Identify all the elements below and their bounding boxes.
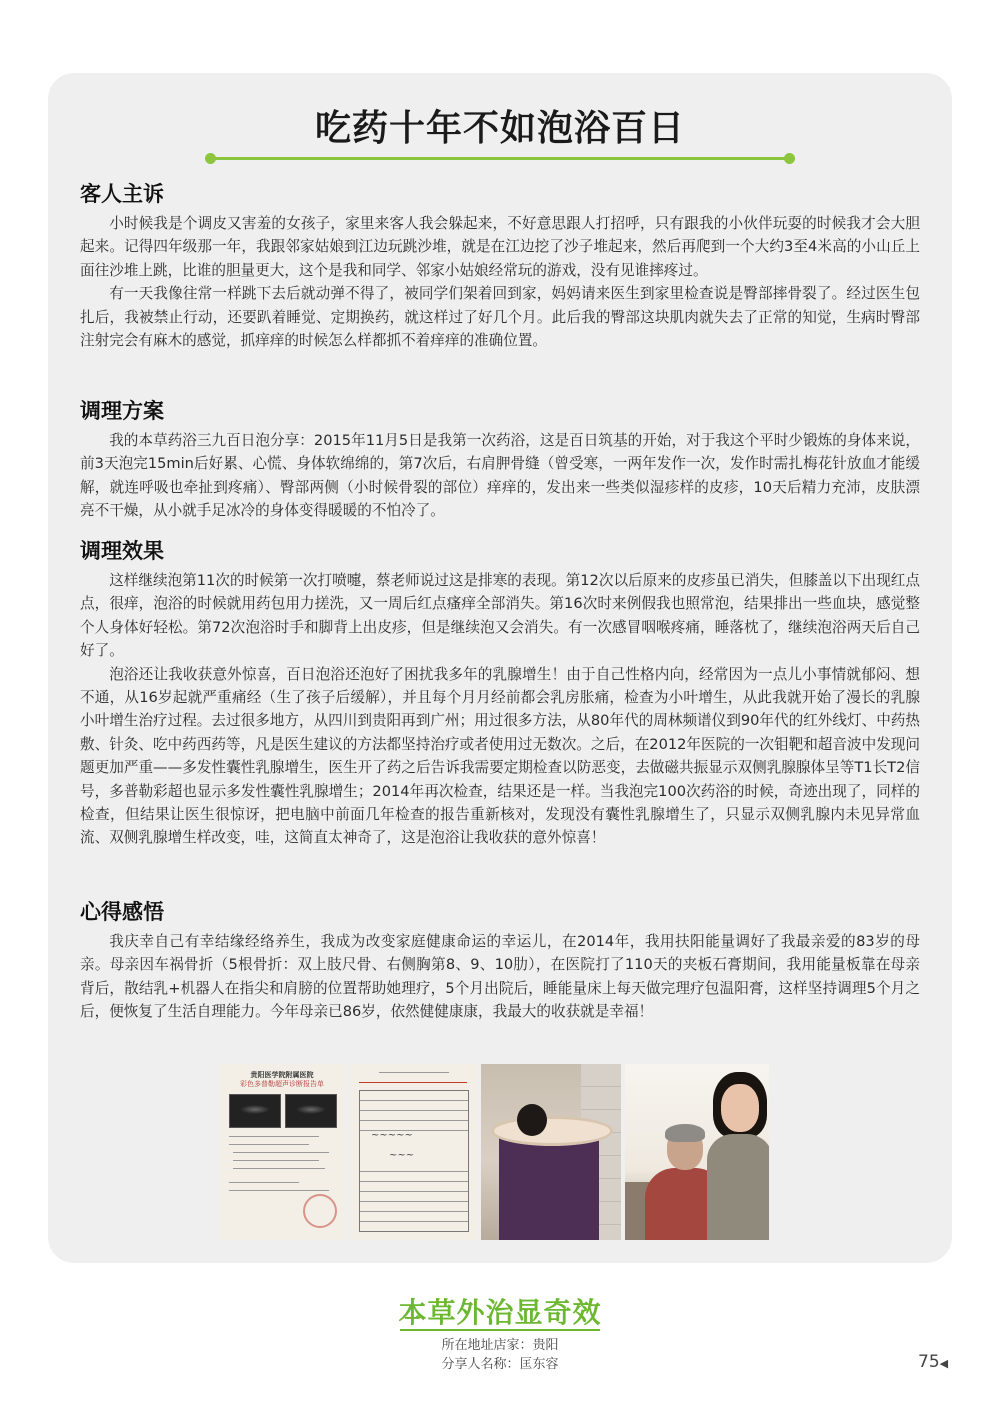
mother-daughter-photo — [625, 1064, 769, 1240]
brand-underline — [400, 1329, 600, 1331]
article-title: 吃药十年不如泡浴百日 — [314, 108, 685, 149]
handwriting-mark: ~~~~~ — [371, 1130, 413, 1141]
paragraph: 泡浴还让我收获意外惊喜，百日泡浴还泡好了困扰我多年的乳腺增生！由于自己性格内向，经常因为一点儿小事情就郁闷、想不通，从16岁起就严重痛经（生了孩子后缓解），并且每个月月经前都会乳房胀痛，检查为小叶增生，从此我就开始了漫长的乳腺小叶增生治疗过程。去过很多地方，从四川到贵阳再到广州；用过很多方法，从80年代的周林频谱仪到90年代的红外线灯、中药热敷、针灸、吃中药西药等，凡是医生建议的方法都坚持治疗或者使用过无数次。之后，在2012年医院的一次钼靶和超音波中发现问题更加严重——多发性囊性乳腺增生，医生开了药之后告诉我需要定期检查以防恶变，去做磁共振显示双侧乳腺腺体呈等T1长T2信号，多普勒彩超也显示多发性囊性乳腺增生；2014年再次检查，结果还是一样。当我泡完100次药浴的时候，奇迹出现了，同样的检查，但结果让医生很惊讶，把电脑中前面几年检查的报告重新核对，发现没有囊性乳腺增生了，只显示双侧乳腺内未见异常血流、双侧乳腺增生样改变，哇，这简直太神奇了，这是泡浴让我收获的意外惊喜！ — [80, 665, 920, 847]
ultrasound-image — [285, 1094, 337, 1128]
section-complaint — [80, 180, 920, 352]
paragraph: 小时候我是个调皮又害羞的女孩子，家里来客人我会躲起来，不好意思跟人打招呼，只有跟我的小伙伴玩耍的时候我才会大胆起来。记得四年级那一年，我跟邻家姑娘到江边玩跳沙堆，就是在江边挖了沙子堆起来，然后再爬到一个大约3至4米高的小山丘上面往沙堆上跳，比谁的胆量更大，这个是我和同学、邻家小姑娘经常玩的游戏，没有见谁摔疼过。 — [80, 215, 920, 279]
hospital-stamp — [303, 1194, 337, 1228]
divider-dot-right — [784, 153, 795, 164]
photo-strip — [219, 1064, 769, 1240]
paragraph: 我庆幸自己有幸结缘经络养生，我成为改变家庭健康命运的幸运儿，在2014年，我用扶阳能量调好了我最亲爱的83岁的母亲。母亲因车祸骨折（5根骨折：双上肢尺骨、右侧胸第8、9、10肋），在医院打了110天的夹板石膏期间，我用能量板靠在母亲背后，散结乳+机器人在指尖和肩膀的位置帮助她理疗，5个月出院后，睡能量床上每天做完理疗包温阳膏，这样坚持调理5个月之后，便恢复了生活自理能力。今年母亲已86岁，依然健健康康，我最大的收获就是幸福！ — [80, 933, 920, 1021]
title-divider — [210, 157, 790, 160]
medical-form-photo — [349, 1064, 477, 1240]
section-insight — [80, 898, 920, 1024]
divider-dot-left — [205, 153, 216, 164]
sharer-name: 分享人名称：匡东容 — [441, 1357, 559, 1372]
paragraph: 我的本草药浴三九百日泡分享：2015年11月5日是我第一次药浴，这是百日筑基的开始，对于我这个平时少锻炼的身体来说，前3天泡完15min后好累、心慌、身体软绵绵的，第7次后，右肩胛骨缝（曾受寒，一两年发作一次，发作时需扎梅花针放血才能缓解，就连呼吸也牵扯到疼痛）、臀部两侧（小时候骨裂的部位）痒痒的，发出来一些类似湿疹样的皮疹，10天后精力充沛，皮肤漂亮不干燥，从小就手足冰冷的身体变得暖暖的不怕冷了。 — [80, 432, 920, 520]
section-heading: 客人主诉 — [80, 182, 164, 206]
page-marker-icon: ◀ — [939, 1357, 949, 1370]
paragraph: 有一天我像往常一样跳下去后就动弹不得了，被同学们架着回到家，妈妈请来医生到家里检查说是臀部摔骨裂了。经过医生包扎后，我被禁止行动，还要趴着睡觉、定期换药，就这样过了好几个月。此后我的臀部这块肌肉就失去了正常的知觉，生病时臀部注射完会有麻木的感觉，抓痒痒的时候怎么样都抓不着痒痒的准确位置。 — [80, 285, 920, 350]
tub-rim — [491, 1116, 613, 1146]
store-location: 所在地址店家：贵阳 — [441, 1338, 559, 1353]
section-effect — [80, 537, 920, 850]
section-heading: 心得感悟 — [80, 900, 164, 924]
daughter — [707, 1072, 769, 1240]
section-heading: 调理效果 — [80, 539, 164, 563]
section-heading: 调理方案 — [80, 399, 164, 423]
form-grid — [359, 1090, 469, 1232]
page-number: 75◀ — [918, 1352, 949, 1372]
herbal-bath-photo — [481, 1064, 621, 1240]
ultrasound-image — [229, 1094, 281, 1128]
bather-head — [517, 1104, 547, 1136]
ultrasound-report-photo: 贵阳医学院附属医院 彩色多普勒超声诊断报告单 — [219, 1064, 345, 1240]
brand-slogan: 本草外治显奇效 — [398, 1296, 602, 1329]
section-plan — [80, 397, 920, 523]
handwriting-mark: ~~~ — [389, 1150, 415, 1161]
paragraph: 这样继续泡第11次的时候第一次打喷嚏，蔡老师说过这是排寒的表现。第12次以后原来的皮疹虽已消失，但膝盖以下出现红点点，很痒，泡浴的时候就用药包用力搓洗，又一周后红点瘙痒全部消失。第16次时来例假我也照常泡，结果排出一些血块，感觉整个人身体好轻松。第72次泡浴时手和脚背上出皮疹，但是继续泡又会消失。有一次感冒咽喉疼痛，睡落枕了，继续泡浴两天后自己好了。 — [80, 572, 920, 660]
